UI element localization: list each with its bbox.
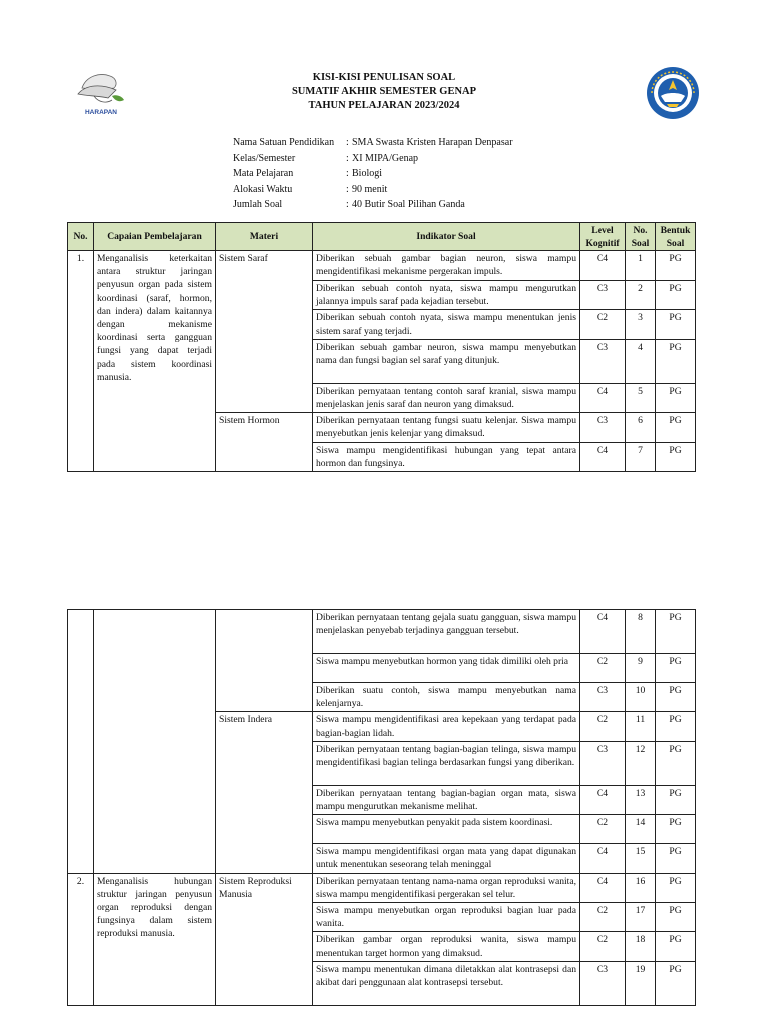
indikator-cell: Siswa mampu menyebutkan penyakit pada sistem koordinasi.: [313, 815, 580, 844]
no-soal-cell: 17: [626, 903, 656, 932]
info-label: Mata Pelajaran: [233, 168, 294, 179]
col-header-indikator: Indikator Soal: [313, 223, 580, 251]
no-soal-cell: 10: [626, 683, 656, 712]
bentuk-cell: PG: [656, 741, 696, 785]
table-row: [68, 610, 696, 654]
materi-cell: Sistem Hormon: [216, 413, 313, 472]
bentuk-cell: PG: [656, 654, 696, 683]
cp-number: 2.: [68, 873, 94, 1005]
no-soal-cell: 18: [626, 932, 656, 961]
level-cell: C3: [580, 683, 626, 712]
indikator-cell: Diberikan sebuah gambar bagian neuron, siswa mampu mengidentifikasi mekanisme pergerakan impuls.: [313, 251, 580, 281]
info-value: XI MIPA/Genap: [352, 152, 419, 164]
info-row: [233, 151, 513, 167]
no-soal-cell: 7: [626, 442, 656, 471]
cp-text: Menganalisis hubungan struktur jaringan penyusun organ reproduksi dengan fungsinya dalam sistem reproduksi manusia.: [94, 873, 216, 1005]
no-soal-cell: 5: [626, 383, 656, 412]
no-soal-cell: 1: [626, 251, 656, 281]
no-soal-cell: 2: [626, 281, 656, 310]
cp-text: Menganalisis keterkaitan antara struktur jaringan penyusun organ pada sistem koordinasi (saraf, hormon, dan indera) dalam kaitannya dengan mekanisme koordinasi serta gangguan fungsi yang dapat terjadi pada sistem koordinasi manusia.: [94, 251, 216, 472]
indikator-cell: Diberikan suatu contoh, siswa mampu menyebutkan nama kelenjarnya.: [313, 683, 580, 712]
indikator-cell: Siswa mampu menentukan dimana diletakkan alat kontrasepsi dan akibat dari penggunaan alat kontrasepsi tersebut.: [313, 961, 580, 1005]
bentuk-cell: PG: [656, 383, 696, 412]
level-cell: C2: [580, 310, 626, 339]
bentuk-cell: PG: [656, 815, 696, 844]
cp-text-empty: [94, 610, 216, 874]
kisi-kisi-table: [67, 222, 696, 472]
level-cell: C4: [580, 251, 626, 281]
info-label: Nama Satuan Pendidikan: [233, 137, 335, 148]
info-colon: :: [346, 199, 349, 210]
no-soal-cell: 3: [626, 310, 656, 339]
info-colon: :: [346, 137, 349, 148]
info-value: 90 menit: [352, 183, 388, 195]
info-value: SMA Swasta Kristen Harapan Denpasar: [352, 137, 513, 148]
info-colon: :: [346, 168, 349, 179]
level-cell: C4: [580, 383, 626, 412]
info-colon: :: [346, 152, 349, 164]
col-header-materi: Materi: [216, 223, 313, 251]
level-cell: C4: [580, 785, 626, 814]
identity-info: [233, 135, 513, 213]
indikator-cell: Diberikan pernyataan tentang gejala suatu gangguan, siswa mampu menjelaskan penyebab terjadinya gangguan tersebut.: [313, 610, 580, 654]
no-soal-cell: 8: [626, 610, 656, 654]
materi-cell-empty: [216, 610, 313, 712]
info-row: [233, 182, 513, 198]
bentuk-cell: PG: [656, 712, 696, 741]
no-soal-cell: 15: [626, 844, 656, 873]
level-cell: C2: [580, 932, 626, 961]
info-row: [233, 166, 513, 182]
kisi-kisi-table-continued: [67, 609, 696, 1006]
school-logo-caption: HARAPAN: [84, 109, 118, 116]
level-cell: C3: [580, 281, 626, 310]
level-cell: C4: [580, 610, 626, 654]
title-line-3: TAHUN PELAJARAN 2023/2024: [308, 100, 460, 111]
indikator-cell: Diberikan sebuah contoh nyata, siswa mampu mengurutkan jalannya impuls saraf pada kejadian tersebut.: [313, 281, 580, 310]
no-soal-cell: 9: [626, 654, 656, 683]
no-soal-cell: 14: [626, 815, 656, 844]
materi-cell: Sistem Saraf: [216, 251, 313, 413]
bentuk-cell: PG: [656, 961, 696, 1005]
bentuk-cell: PG: [656, 785, 696, 814]
indikator-cell: Diberikan pernyataan tentang bagian-bagian organ mata, siswa mampu mengurutkan mekanisme melihat.: [313, 785, 580, 814]
bentuk-cell: PG: [656, 281, 696, 310]
col-header-no: No.: [68, 223, 94, 251]
document-title: [0, 71, 768, 113]
table-row: [68, 251, 696, 281]
bentuk-cell: PG: [656, 932, 696, 961]
no-soal-cell: 6: [626, 413, 656, 442]
title-line-2: SUMATIF AKHIR SEMESTER GENAP: [291, 86, 477, 97]
bentuk-cell: PG: [656, 683, 696, 712]
level-cell: C2: [580, 712, 626, 741]
cp-number: 1.: [68, 251, 94, 472]
table-header-row: [68, 223, 696, 251]
indikator-cell: Diberikan pernyataan tentang contoh saraf kranial, siswa mampu menjelaskan jenis saraf dan neuron yang dimaksud.: [313, 383, 580, 412]
indikator-cell: Diberikan gambar organ reproduksi wanita, siswa mampu menentukan target hormon yang dimaksud.: [313, 932, 580, 961]
info-label: Alokasi Waktu: [233, 183, 293, 195]
info-row: [233, 135, 513, 151]
level-cell: C2: [580, 654, 626, 683]
bentuk-cell: PG: [656, 339, 696, 383]
indikator-cell: Siswa mampu mengidentifikasi hubungan yang tepat antara hormon dan fungsinya.: [313, 442, 580, 471]
bentuk-cell: PG: [656, 903, 696, 932]
indikator-cell: Diberikan sebuah contoh nyata, siswa mampu menentukan jenis sistem saraf yang terjadi.: [313, 310, 580, 339]
indikator-cell: Diberikan sebuah gambar neuron, siswa mampu menyebutkan nama dan fungsi bagian sel saraf yang ditunjuk.: [313, 339, 580, 383]
bentuk-cell: PG: [656, 251, 696, 281]
level-cell: C2: [580, 903, 626, 932]
info-value: Biologi: [352, 168, 383, 179]
col-header-no-soal: No. Soal: [626, 223, 656, 251]
indikator-cell: Diberikan pernyataan tentang fungsi suatu kelenjar. Siswa mampu menyebutkan jenis kelenjar yang dimaksud.: [313, 413, 580, 442]
no-soal-cell: 19: [626, 961, 656, 1005]
no-soal-cell: 16: [626, 873, 656, 902]
no-soal-cell: 4: [626, 339, 656, 383]
level-cell: C3: [580, 961, 626, 1005]
level-cell: C4: [580, 844, 626, 873]
col-header-cp: Capaian Pembelajaran: [94, 223, 216, 251]
col-header-level: Level Kognitif: [580, 223, 626, 251]
level-cell: C3: [580, 413, 626, 442]
level-cell: C3: [580, 741, 626, 785]
bentuk-cell: PG: [656, 610, 696, 654]
table-row: [68, 873, 696, 902]
level-cell: C4: [580, 873, 626, 902]
info-row: [233, 197, 513, 213]
bentuk-cell: PG: [656, 442, 696, 471]
indikator-cell: Diberikan pernyataan tentang nama-nama organ reproduksi wanita, siswa mampu mengidentifikasi pergerakan sel telur.: [313, 873, 580, 902]
info-value: 40 Butir Soal Pilihan Ganda: [352, 199, 465, 210]
indikator-cell: Siswa mampu mengidentifikasi area kepekaan yang terdapat pada bagian-bagian lidah.: [313, 712, 580, 741]
bentuk-cell: PG: [656, 310, 696, 339]
info-label: Kelas/Semester: [233, 152, 296, 164]
title-line-1: KISI-KISI PENULISAN SOAL: [312, 72, 456, 83]
level-cell: C2: [580, 815, 626, 844]
bentuk-cell: PG: [656, 873, 696, 902]
level-cell: C4: [580, 442, 626, 471]
info-colon: :: [346, 183, 349, 195]
no-soal-cell: 13: [626, 785, 656, 814]
level-cell: C3: [580, 339, 626, 383]
indikator-cell: Siswa mampu menyebutkan organ reproduksi bagian luar pada wanita.: [313, 903, 580, 932]
col-header-bentuk: Bentuk Soal: [656, 223, 696, 251]
no-soal-cell: 11: [626, 712, 656, 741]
bentuk-cell: PG: [656, 844, 696, 873]
materi-cell: Sistem Indera: [216, 712, 313, 873]
indikator-cell: Siswa mampu menyebutkan hormon yang tidak dimiliki oleh pria: [313, 654, 580, 683]
materi-cell: Sistem Reproduksi Manusia: [216, 873, 313, 1005]
no-soal-cell: 12: [626, 741, 656, 785]
info-label: Jumlah Soal: [233, 199, 283, 210]
indikator-cell: Diberikan pernyataan tentang bagian-bagian telinga, siswa mampu mengidentifikasi bagian telinga berdasarkan fungsi yang diberikan.: [313, 741, 580, 785]
cp-number-empty: [68, 610, 94, 874]
indikator-cell: Siswa mampu mengidentifikasi organ mata yang dapat digunakan untuk menentukan seseorang telah meninggal: [313, 844, 580, 873]
bentuk-cell: PG: [656, 413, 696, 442]
